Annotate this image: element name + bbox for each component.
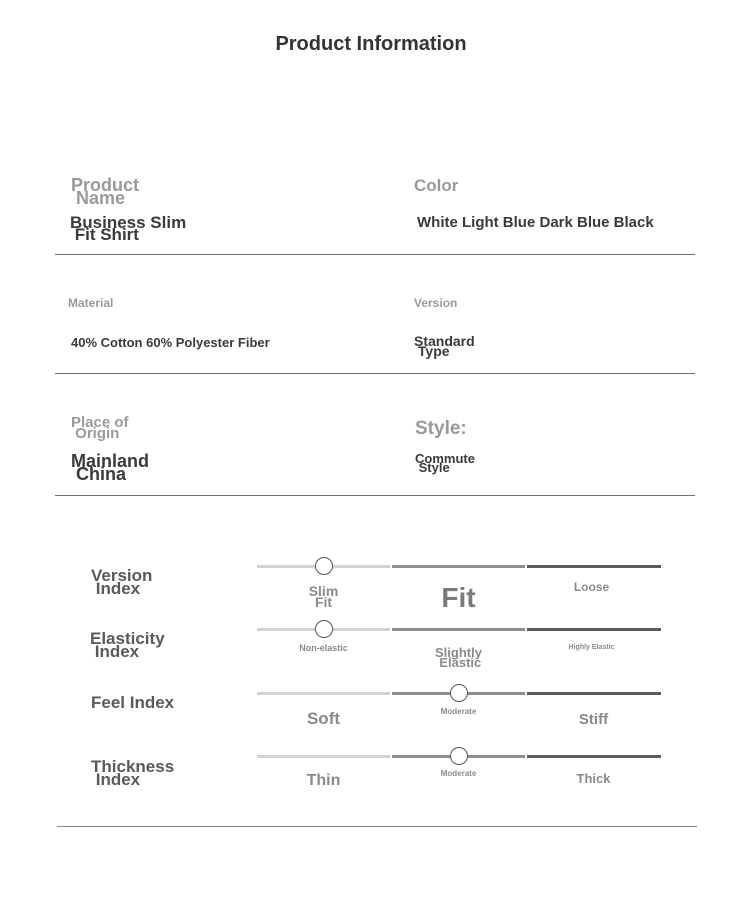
page-title: Product Information (275, 33, 467, 55)
material-label: Material (68, 296, 114, 310)
scale-segment-high (527, 755, 661, 758)
divider (55, 254, 695, 255)
thickness-index-option-1: Thin (306, 772, 341, 789)
feel-index-option-1: Soft (306, 709, 341, 728)
scale-segment-high (527, 628, 661, 631)
divider (55, 495, 695, 496)
scale-segment-mid (392, 628, 525, 631)
place-of-origin-value: Mainland China (71, 451, 150, 484)
thickness-index-option-2: Moderate (440, 769, 477, 778)
color-value: White Light Blue Dark Blue Black (417, 214, 654, 231)
scale-segment-low (257, 692, 390, 695)
elasticity-index-option-3: Highly Elastic (568, 644, 615, 651)
thickness-index-knob (450, 747, 468, 765)
elasticity-index-label: Elasticity Index (90, 629, 165, 662)
color-label: Color (414, 176, 459, 195)
divider (55, 373, 695, 374)
elasticity-index-knob (315, 620, 333, 638)
scale-segment-mid (392, 565, 525, 568)
version-label: Version (414, 296, 458, 310)
version-index-knob (315, 557, 333, 575)
product-name-value: Business Slim Fit Shirt (70, 213, 187, 245)
scale-segment-high (527, 565, 661, 568)
product-name-label: Product Name (71, 175, 140, 208)
feel-index-option-3: Stiff (578, 711, 609, 728)
style-value: Commute Style (415, 451, 475, 476)
thickness-index-label: Thickness Index (91, 757, 175, 790)
scale-segment-low (257, 755, 390, 758)
version-index-option-1: Slim Fit (308, 583, 339, 610)
elasticity-index-option-1: Non-elastic (299, 643, 348, 653)
version-value: Standard Type (414, 333, 475, 360)
elasticity-index-option-2: Slightly Elastic (435, 645, 482, 671)
style-label: Style: (415, 418, 467, 439)
version-index-option-3: Loose (573, 580, 610, 594)
version-index-option-2: Fit (441, 582, 476, 613)
feel-index-option-2: Moderate (440, 707, 477, 716)
feel-index-label: Feel Index (91, 693, 175, 712)
feel-index-knob (450, 684, 468, 702)
material-value: 40% Cotton 60% Polyester Fiber (71, 335, 270, 350)
thickness-index-option-3: Thick (576, 771, 611, 786)
divider (57, 826, 697, 827)
version-index-label: Version Index (91, 566, 153, 599)
scale-segment-high (527, 692, 661, 695)
place-of-origin-label: Place of Origin (71, 414, 129, 442)
